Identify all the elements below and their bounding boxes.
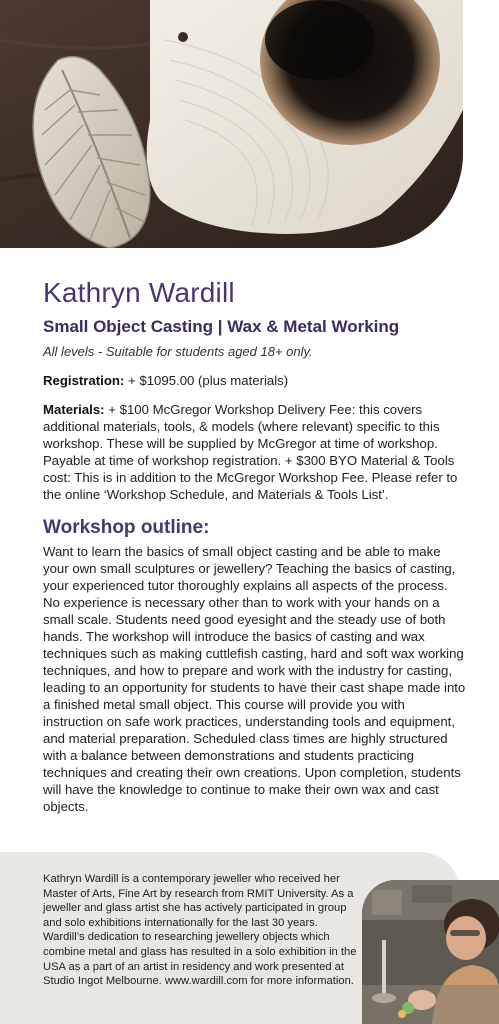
materials-text: + $100 McGregor Workshop Delivery Fee: this covers additional materials, tools, & models (where relevant) specific to this workshop. These will be supplied by McGregor at time of workshop. Payable at time of workshop registration. + $300 BYO Material & Tools cost: This is in addition to the McGregor Workshop Fee. Please refer to the online ‘Workshop Schedule, and Materials & Tools List’. <box>43 402 458 502</box>
materials-info <box>43 401 468 503</box>
hero-photo <box>0 0 463 248</box>
registration-info <box>43 372 468 389</box>
registration-label: Registration: <box>43 373 125 388</box>
registration-text: + $1095.00 (plus materials) <box>124 373 289 388</box>
tutor-name: Kathryn Wardill <box>43 277 235 308</box>
outline-heading: Workshop outline: <box>43 517 210 538</box>
hero-section <box>0 0 499 248</box>
course-title: Small Object Casting | Wax & Metal Working <box>43 317 400 336</box>
outline-body: Want to learn the basics of small object casting and be able to make your own small sculptures or jewellery? Teaching the basics of casting, your experienced tutor thoroughly explains all aspects of the process. No experience is necessary other than to work with your hands on a small scale. Students need good eyesight and the steady use of both hands. The workshop will introduce the basics of casting and wax techniques such as making cuttlefish casting, hard and soft wax working techniques, and how to prepare and work with the industry for casting, leading to an opportunity for students to have their cast shape made into a finished metal small object. This course will provide you with instruction on safe work practices, understanding tools and equipment, and material preparation. Scheduled class times are highly structured with a balance between demonstrations and students practicing techniques and creating their own creations. Upon completion, students will have the knowledge to continue to make their own wax and cast objects. <box>43 544 466 814</box>
tutor-bio: Kathryn Wardill is a contemporary jeweller who received her Master of Arts, Fine Art by research from RMIT University. As a jeweller and glass artist she has actively participated in group and solo exhibitions internationally for the last 30 years. Wardill’s dedication to researching jewellery objects which combine metal and glass has resulted in a solo exhibition in the USA as a part of an artist in residency and work presented at Studio Ingot Melbourne. www.wardill.com for more information. <box>43 873 357 988</box>
workshop-details <box>43 276 468 815</box>
course-levels: All levels - Suitable for students aged 18+ only. <box>43 344 313 359</box>
tutor-portrait-image <box>362 880 499 1024</box>
tutor-photo <box>362 880 499 1024</box>
materials-label: Materials: <box>43 402 105 417</box>
cuttlefish-casting-image <box>0 0 463 248</box>
